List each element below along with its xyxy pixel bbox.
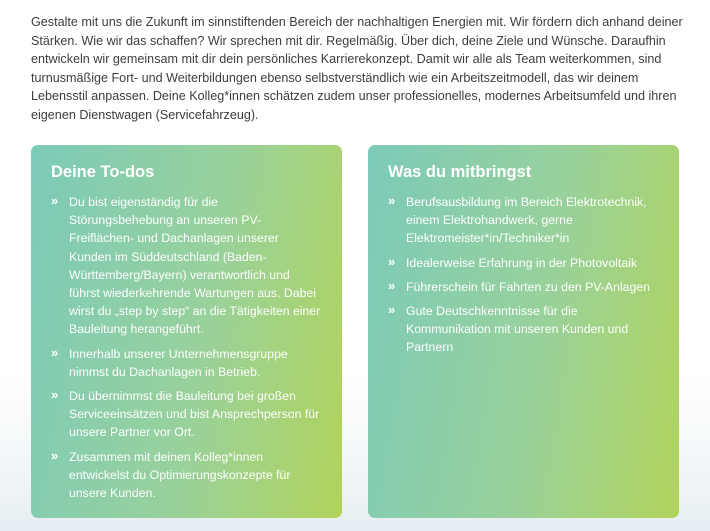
- todos-card: [31, 145, 342, 518]
- double-chevron-icon: »: [388, 302, 396, 318]
- requirements-item-text: Berufsausbildung im Bereich Elektrotechnik, einem Elektrohandwerk, gerne Elektromeister*in/Techniker*in: [406, 195, 647, 246]
- requirements-item-text: Idealerweise Erfahrung in der Photovoltaik: [406, 255, 638, 270]
- double-chevron-icon: »: [51, 193, 59, 208]
- double-chevron-icon: »: [51, 387, 59, 403]
- todos-list-item: [51, 387, 322, 442]
- requirements-card: [368, 145, 679, 518]
- double-chevron-icon: »: [388, 253, 396, 269]
- double-chevron-icon: »: [51, 447, 59, 463]
- todos-title: Deine To-dos: [51, 163, 155, 181]
- requirements-item-text: Gute Deutschkenntnisse für die Kommunikation mit unseren Kunden und Partnern: [406, 304, 629, 355]
- todos-item-text: Innerhalb unserer Unternehmensgruppe nimmst du Dachanlagen in Betrieb.: [69, 346, 288, 379]
- todos-list-item: [51, 345, 322, 381]
- requirements-title: Was du mitbringst: [388, 163, 532, 181]
- double-chevron-icon: »: [51, 344, 59, 360]
- requirements-list: [388, 193, 659, 357]
- requirements-item-text: Führerschein für Fahrten zu den PV-Anlagen: [406, 279, 651, 294]
- double-chevron-icon: »: [388, 277, 396, 293]
- intro-paragraph: Gestalte mit uns die Zukunft im sinnstiftenden Bereich der nachhaltigen Energien mit. Wir fördern dich anhand deiner Stärken. Wie wir das schaffen? Wir sprechen mit dir. Regelmäßig. Über dich, deine Ziele und Wünsche. Daraufhin entwickeln wir gemeinsam mit dir dein persönliches Karrierekonzept. Damit wir alle als Team weiterkommen, sind turnusmäßige Fort- und Weiterbildungen ebenso selbstverständlich wie ein Arbeitszeitmodell, das wir deinem Lebensstil anpassen. Deine Kolleg*innen schätzen zudem unser professionelles, modernes Arbeitsumfeld und ihren eigenen Dienstwagen (Servicefahrzeug).: [31, 15, 683, 122]
- requirements-list-item: [388, 302, 659, 357]
- requirements-list-item: [388, 254, 659, 272]
- double-chevron-icon: »: [388, 193, 396, 208]
- requirements-list-item: [388, 278, 659, 296]
- todos-item-text: Du bist eigenständig für die Störungsbehebung an unseren PV-Freiflächen- und Dachanlagen unserer Kunden im Süddeutschland (Baden-Württemberg/Bayern) verantwortlich und führst wiederkehrende Wartungen aus. Dabei wirst du „step by step“ an die Tätigkeiten einer Bauleitung herangeführt.: [69, 195, 321, 337]
- todos-list-item: [51, 448, 322, 503]
- requirements-list-item: [388, 193, 659, 248]
- todos-item-text: Zusammen mit deinen Kolleg*innen entwickelst du Optimierungskonzepte für unsere Kunden.: [69, 449, 291, 501]
- todos-item-text: Du übernimmst die Bauleitung bei großen Serviceeinsätzen und bist Ansprechperson für unsere Partner vor Ort.: [69, 389, 320, 440]
- todos-list: [51, 193, 322, 502]
- todos-list-item: [51, 193, 322, 339]
